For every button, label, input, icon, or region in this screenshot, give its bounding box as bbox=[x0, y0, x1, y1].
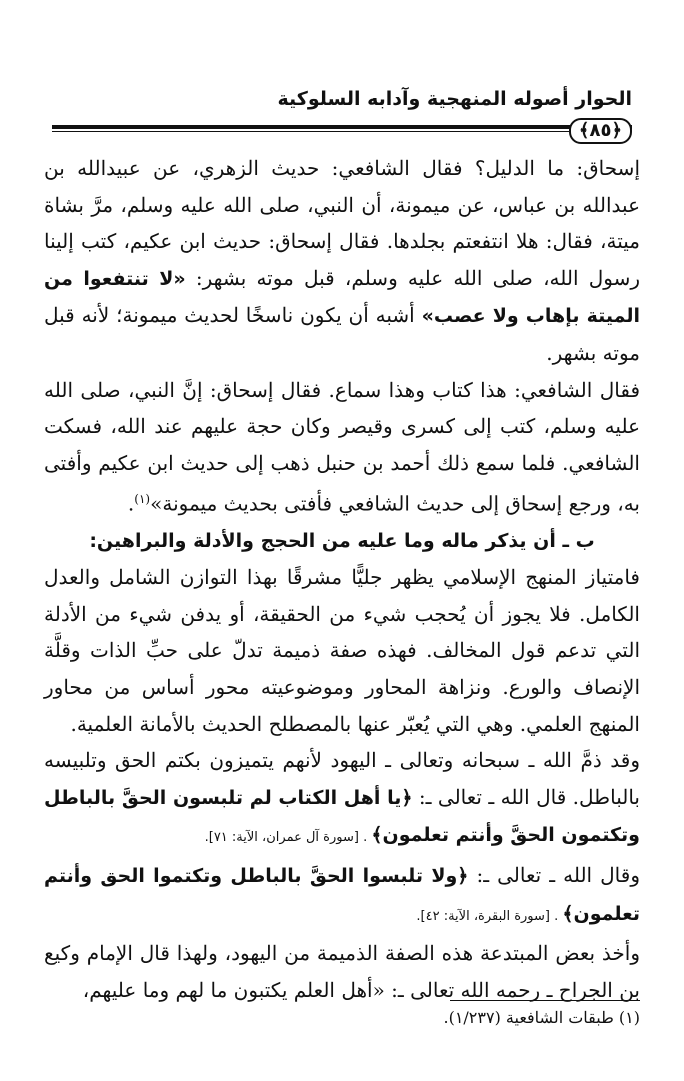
hadith-quote: «لا تنتفعوا من الميتة بإهاب ولا عصب» bbox=[44, 267, 640, 328]
paragraph-1 bbox=[44, 150, 640, 372]
footnote: (١) طبقات الشافعية (١/٢٣٧). bbox=[443, 1008, 640, 1027]
paragraph-4 bbox=[44, 742, 640, 857]
main-text bbox=[44, 150, 640, 1008]
paragraph-2 bbox=[44, 372, 640, 523]
header-rule bbox=[52, 125, 632, 132]
paragraph-2-text: فقال الشافعي: هذا كتاب وهذا سماع. فقال إسحاق: إنَّ النبي، صلى الله عليه وسلم، كتب إلى كسرى وقيصر وكان حجة عليهم عند الله، فسكت الشافعي. فلما سمع ذلك أحمد بن حنبل ذهب إلى حديث ابن عكيم وأفتى به، ورجع إسحاق إلى حديث الشافعي فأفتى بحديث ميمونة» bbox=[44, 377, 640, 516]
page-header bbox=[52, 86, 632, 114]
paragraph-4-text: وقد ذمَّ الله ـ سبحانه وتعالى ـ اليهود لأنهم يتميزون بكتم الحق وتلبيسه بالباطل. قال الله ـ تعالى ـ: bbox=[44, 748, 640, 809]
paragraph-1-text: إسحاق: ما الدليل؟ فقال الشافعي: حديث الزهري، عن عبيدالله بن عبدالله بن عباس، عن ميمونة، أن النبي، صلى الله عليه وسلم، مرَّ بشاة ميتة، فقال: هلا انتفعتم بجلدها. فقال إسحاق: حديث ابن عكيم، كتب إلينا رسول الله، صلى الله عليه وسلم، قبل موته بشهر: bbox=[44, 156, 641, 290]
paragraph-1-end: أشبه أن يكون ناسخًا لحديث ميمونة؛ لأنه قبل موته بشهر. bbox=[44, 303, 640, 365]
verse-reference-2: . [سورة البقرة، الآية: ٤٢]. bbox=[416, 908, 563, 924]
footnote-rule bbox=[450, 1000, 640, 1001]
paragraph-3: فامتياز المنهج الإسلامي يظهر جليًّا مشرقًا بهذا التوازن الشامل والعدل الكامل. فلا يجوز أن يُحجب شيء من الحقيقة، أو يدفن شيء من الأدلة التي تدعم قول المخالف. فهذه صفة ذميمة تدلّ على حبِّ الذات وقلَّة الإنصاف والورع. ونزاهة المحاور وموضوعيته محور أساس من محاور المنهج العلمي. وهي التي يُعبّر عنها بالمصطلح الحديث بالأمانة العلمية. bbox=[44, 565, 640, 736]
running-title: الحوار أصوله المنهجية وآدابه السلوكية bbox=[277, 88, 632, 110]
footnote-marker: (١) bbox=[134, 492, 151, 507]
paragraph-5-text: وقال الله ـ تعالى ـ: bbox=[468, 862, 640, 887]
paragraph-6: وأخذ بعض المبتدعة هذه الصفة الذميمة من اليهود، ولهذا قال الإمام وكيع بن الجراح ـ رحمه الله تعالى ـ: «أهل العلم يكتبون ما لهم وما عليهم، bbox=[44, 941, 640, 1002]
page-number: ﴿٨٥﴾ bbox=[569, 118, 632, 144]
paragraph-2-end: . bbox=[127, 492, 135, 516]
paragraph-5 bbox=[44, 857, 640, 935]
header-rule-row bbox=[52, 118, 632, 140]
quran-verse-1: ﴿يا أهل الكتاب لم تلبسون الحقَّ بالباطل وتكتمون الحقَّ وأنتم تعلمون﴾ bbox=[44, 786, 640, 847]
verse-reference-1: . [سورة آل عمران، الآية: ٧١]. bbox=[204, 830, 372, 846]
quran-verse-2: ﴿ولا تلبسوا الحقَّ بالباطل وتكتموا الحق وأنتم تعلمون﴾ bbox=[44, 864, 640, 925]
section-heading: ب ـ أن يذكر ماله وما عليه من الحجج والأدلة والبراهين: bbox=[89, 529, 595, 552]
